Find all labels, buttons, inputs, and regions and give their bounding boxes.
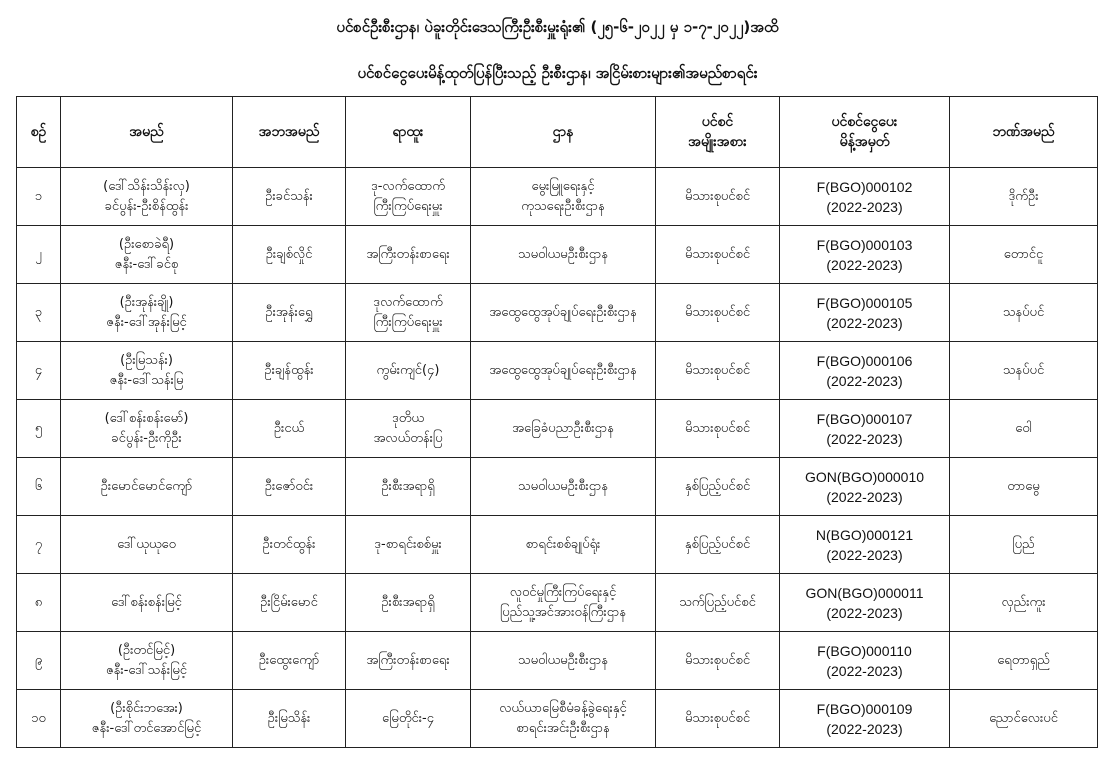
department-cell: အထွေထွေအုပ်ချုပ်ရေးဦးစီးဌာန: [471, 342, 656, 400]
pension-type-cell: သက်ပြည့်ပင်စင်: [656, 574, 780, 632]
father-name-cell: ဦးအုန်းရွှေ: [233, 284, 346, 342]
header-pension-type: ပင်စင် အမျိုးအစား: [656, 97, 780, 168]
father-name-cell: ဦးဇော်ဝင်း: [233, 458, 346, 516]
pension-type-cell: မိသားစုပင်စင်: [656, 690, 780, 748]
document-subtitle: ပင်စင်ငွေပေးမိန့်ထုတ်ပြန်ပြီးသည့် ဦးစီးဌာန၊ အငြိမ်းစားများ၏အမည်စာရင်း: [357, 64, 758, 82]
table-row: [17, 574, 1098, 632]
header-name: အမည်: [61, 97, 233, 168]
name-cell: ဒေါ်ယုယုဝေ: [61, 516, 233, 574]
pension-type-cell: မိသားစုပင်စင်: [656, 632, 780, 690]
order-number-cell: F(BGO)000103 (2022-2023): [780, 226, 950, 284]
department-cell: သမဝါယမဦးစီးဌာန: [471, 458, 656, 516]
serial-cell: ၃: [17, 284, 61, 342]
serial-cell: ၇: [17, 516, 61, 574]
position-cell: ဒုလက်ထောက် ကြီးကြပ်ရေးမှူး: [346, 284, 471, 342]
order-number-cell: F(BGO)000107 (2022-2023): [780, 400, 950, 458]
serial-cell: ၉: [17, 632, 61, 690]
department-cell: အခြေခံပညာဦးစီးဌာန: [471, 400, 656, 458]
bank-cell: သနပ်ပင်: [950, 342, 1098, 400]
name-cell: (ဦးမြသန်း) ဇနီး-ဒေါ်သန်းမြ: [61, 342, 233, 400]
header-father-name: အဘအမည်: [233, 97, 346, 168]
department-cell: လူဝင်မှုကြီးကြပ်ရေးနှင့် ပြည်သူ့အင်အားဝန်ကြီးဌာန: [471, 574, 656, 632]
header-department: ဌာန: [471, 97, 656, 168]
name-cell: (ဦးအုန်းချို) ဇနီး-ဒေါ်အုန်းမြင့်: [61, 284, 233, 342]
document-title: ပင်စင်ဦးစီးဌာန၊ ပဲခူးတိုင်းဒေသကြီးဦးစီးမှူးရုံး၏ (၂၅-၆-၂၀၂၂ မှ ၁-၇-၂၀၂၂)အထိ: [336, 18, 779, 36]
pension-type-cell: နှစ်ပြည့်ပင်စင်: [656, 458, 780, 516]
bank-cell: ဝေါ: [950, 400, 1098, 458]
table-row: [17, 458, 1098, 516]
serial-cell: ၁: [17, 168, 61, 226]
department-cell: မွေးမြူရေးနှင့် ကုသရေးဦးစီးဌာန: [471, 168, 656, 226]
serial-cell: ၈: [17, 574, 61, 632]
header-serial: စဉ်: [17, 97, 61, 168]
order-number-cell: F(BGO)000109 (2022-2023): [780, 690, 950, 748]
order-number-cell: GON(BGO)000011 (2022-2023): [780, 574, 950, 632]
pension-type-cell: မိသားစုပင်စင်: [656, 168, 780, 226]
name-cell: (ဦးတင်မြင့်) ဇနီး-ဒေါ်သန်းမြင့်: [61, 632, 233, 690]
order-number-cell: GON(BGO)000010 (2022-2023): [780, 458, 950, 516]
bank-cell: ညောင်လေးပင်: [950, 690, 1098, 748]
table-row: [17, 342, 1098, 400]
bank-cell: တောင်ငူ: [950, 226, 1098, 284]
bank-cell: ရေတာရှည်: [950, 632, 1098, 690]
name-cell: ဒေါ်စန်းစန်းမြင့်: [61, 574, 233, 632]
father-name-cell: ဦးချစ်လှိုင်: [233, 226, 346, 284]
serial-cell: ၅: [17, 400, 61, 458]
department-cell: အထွေထွေအုပ်ချုပ်ရေးဦးစီးဌာန: [471, 284, 656, 342]
pension-type-cell: နှစ်ပြည့်ပင်စင်: [656, 516, 780, 574]
header-bank-name: ဘဏ်အမည်: [950, 97, 1098, 168]
department-cell: သမဝါယမဦးစီးဌာန: [471, 226, 656, 284]
table-header-row: [17, 97, 1098, 168]
bank-cell: တာမွေ: [950, 458, 1098, 516]
department-cell: သမဝါယမဦးစီးဌာန: [471, 632, 656, 690]
bank-cell: ဒိုက်ဦး: [950, 168, 1098, 226]
father-name-cell: ဦးတင်ထွန်း: [233, 516, 346, 574]
name-cell: ဦးမောင်မောင်ကျော်: [61, 458, 233, 516]
father-name-cell: ဦးငြိမ်းမောင်: [233, 574, 346, 632]
department-cell: လယ်ယာမြေစီမံခန့်ခွဲရေးနှင့် စာရင်းအင်းဦးစီးဌာန: [471, 690, 656, 748]
serial-cell: ၂: [17, 226, 61, 284]
table-row: [17, 516, 1098, 574]
department-cell: စာရင်းစစ်ချုပ်ရုံး: [471, 516, 656, 574]
father-name-cell: ဦးချန်ထွန်း: [233, 342, 346, 400]
position-cell: ဒု-စာရင်းစစ်မှူး: [346, 516, 471, 574]
table-row: [17, 690, 1098, 748]
father-name-cell: ဦးမြသိန်း: [233, 690, 346, 748]
pension-type-cell: မိသားစုပင်စင်: [656, 226, 780, 284]
name-cell: (ဒေါ်သိန်းသိန်းလှ) ခင်ပွန်း-ဦးစိန်ထွန်း: [61, 168, 233, 226]
position-cell: ဦးစီးအရာရှိ: [346, 458, 471, 516]
order-number-cell: F(BGO)000110 (2022-2023): [780, 632, 950, 690]
header-pension-order-number: ပင်စင်ငွေပေး မိန့်အမှတ်: [780, 97, 950, 168]
order-number-cell: F(BGO)000105 (2022-2023): [780, 284, 950, 342]
pension-type-cell: မိသားစုပင်စင်: [656, 284, 780, 342]
position-cell: ဒုတိယ အလယ်တန်းပြ: [346, 400, 471, 458]
serial-cell: ၁၀: [17, 690, 61, 748]
table-row: [17, 284, 1098, 342]
position-cell: အကြီးတန်းစာရေး: [346, 632, 471, 690]
table-row: [17, 632, 1098, 690]
name-cell: (ဒေါ်စန်းစန်းမော်) ခင်ပွန်း-ဦးကိုဦး: [61, 400, 233, 458]
bank-cell: သနပ်ပင်: [950, 284, 1098, 342]
pension-type-cell: မိသားစုပင်စင်: [656, 400, 780, 458]
order-number-cell: F(BGO)000106 (2022-2023): [780, 342, 950, 400]
order-number-cell: F(BGO)000102 (2022-2023): [780, 168, 950, 226]
father-name-cell: ဦးထွေးကျော်: [233, 632, 346, 690]
table-row: [17, 168, 1098, 226]
name-cell: (ဦးစောခဲရီ) ဇနီး-ဒေါ်ခင်စု: [61, 226, 233, 284]
position-cell: ဒု-လက်ထောက် ကြီးကြပ်ရေးမှူး: [346, 168, 471, 226]
pensioners-table: [16, 96, 1098, 748]
position-cell: အကြီးတန်းစာရေး: [346, 226, 471, 284]
serial-cell: ၆: [17, 458, 61, 516]
position-cell: ကွမ်းကျင်(၄): [346, 342, 471, 400]
bank-cell: လှည်းကူး: [950, 574, 1098, 632]
table-row: [17, 400, 1098, 458]
position-cell: မြေတိုင်း-၄: [346, 690, 471, 748]
bank-cell: ပြည်: [950, 516, 1098, 574]
name-cell: (ဦးစိုင်းဘအေး) ဇနီး-ဒေါ်တင်အောင်မြင့်: [61, 690, 233, 748]
table-row: [17, 226, 1098, 284]
father-name-cell: ဦးငယ်: [233, 400, 346, 458]
position-cell: ဦးစီးအရာရှိ: [346, 574, 471, 632]
order-number-cell: N(BGO)000121 (2022-2023): [780, 516, 950, 574]
header-position: ရာထူး: [346, 97, 471, 168]
pension-type-cell: မိသားစုပင်စင်: [656, 342, 780, 400]
serial-cell: ၄: [17, 342, 61, 400]
father-name-cell: ဦးခင်သန်း: [233, 168, 346, 226]
